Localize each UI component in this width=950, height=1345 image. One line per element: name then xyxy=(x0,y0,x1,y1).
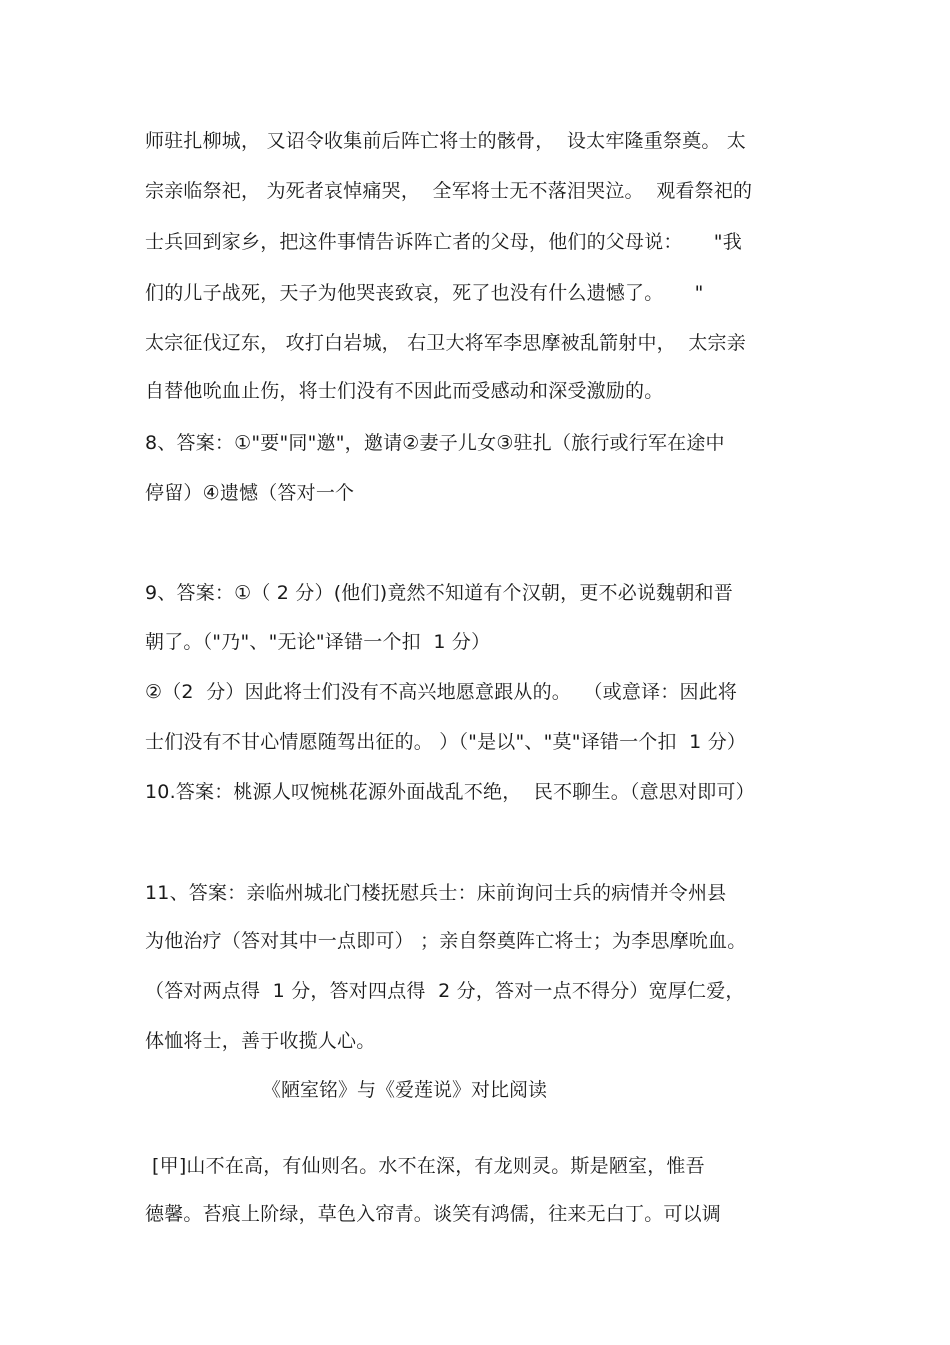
text-line: 宗亲临祭祀， 为死者哀悼痛哭， 全军将士无不落泪哭泣。 观看祭祀的 xyxy=(145,180,753,202)
passage-line: [甲]山不在高，有仙则名。水不在深，有龙则灵。斯是陋室，惟吾 xyxy=(152,1155,705,1177)
answer-11-line: 11、答案：亲临州城北门楼抚慰兵士：床前询问士兵的病情并令州县 xyxy=(145,882,727,904)
answer-9-line: 朝了。（"乃"、"无论"译错一个扣 1 分） xyxy=(145,631,491,653)
answer-8-line: 8、答案：①"要"同"邀"，邀请②妻子儿女③驻扎（旅行或行军在途中 xyxy=(145,432,725,454)
answer-9-line: 9、答案：①（ 2 分）(他们)竟然不知道有个汉朝，更不必说魏朝和晋 xyxy=(145,582,733,604)
text-line: 自替他吮血止伤，将士们没有不因此而受感动和深受激励的。 xyxy=(145,380,664,402)
answer-9-line: 士们没有不甘心情愿随驾出征的。 ）（"是以"、"莫"译错一个扣 1 分） xyxy=(145,731,747,753)
section-title: 《陋室铭》与《爱莲说》对比阅读 xyxy=(262,1079,548,1101)
answer-9-line: ②（2 分）因此将士们没有不高兴地愿意跟从的。 （或意译：因此将 xyxy=(145,681,738,703)
answer-10-line: 10.答案：桃源人叹惋桃花源外面战乱不绝， 民不聊生。（意思对即可） xyxy=(145,781,755,803)
passage-line: 德馨。苔痕上阶绿，草色入帘青。谈笑有鸿儒，往来无白丁。可以调 xyxy=(145,1203,722,1225)
answer-11-line: （答对两点得 1 分，答对四点得 2 分，答对一点不得分）宽厚仁爱， xyxy=(145,980,745,1002)
text-line: 太宗征伐辽东， 攻打白岩城， 右卫大将军李思摩被乱箭射中， 太宗亲 xyxy=(145,332,746,354)
text-line: 师驻扎柳城， 又诏令收集前后阵亡将士的骸骨， 设太牢隆重祭奠。 太 xyxy=(145,130,746,152)
text-line: 士兵回到家乡，把这件事情告诉阵亡者的父母，他们的父母说： "我 xyxy=(145,231,742,253)
text-line: 们的儿子战死，天子为他哭丧致哀，死了也没有什么遗憾了。 " xyxy=(145,282,704,304)
answer-11-line: 为他治疗（答对其中一点即可） ；亲自祭奠阵亡将士；为李思摩吮血。 xyxy=(145,930,747,952)
answer-11-line: 体恤将士，善于收揽人心。 xyxy=(145,1030,376,1052)
answer-8-line: 停留）④遗憾（答对一个 xyxy=(145,482,355,504)
